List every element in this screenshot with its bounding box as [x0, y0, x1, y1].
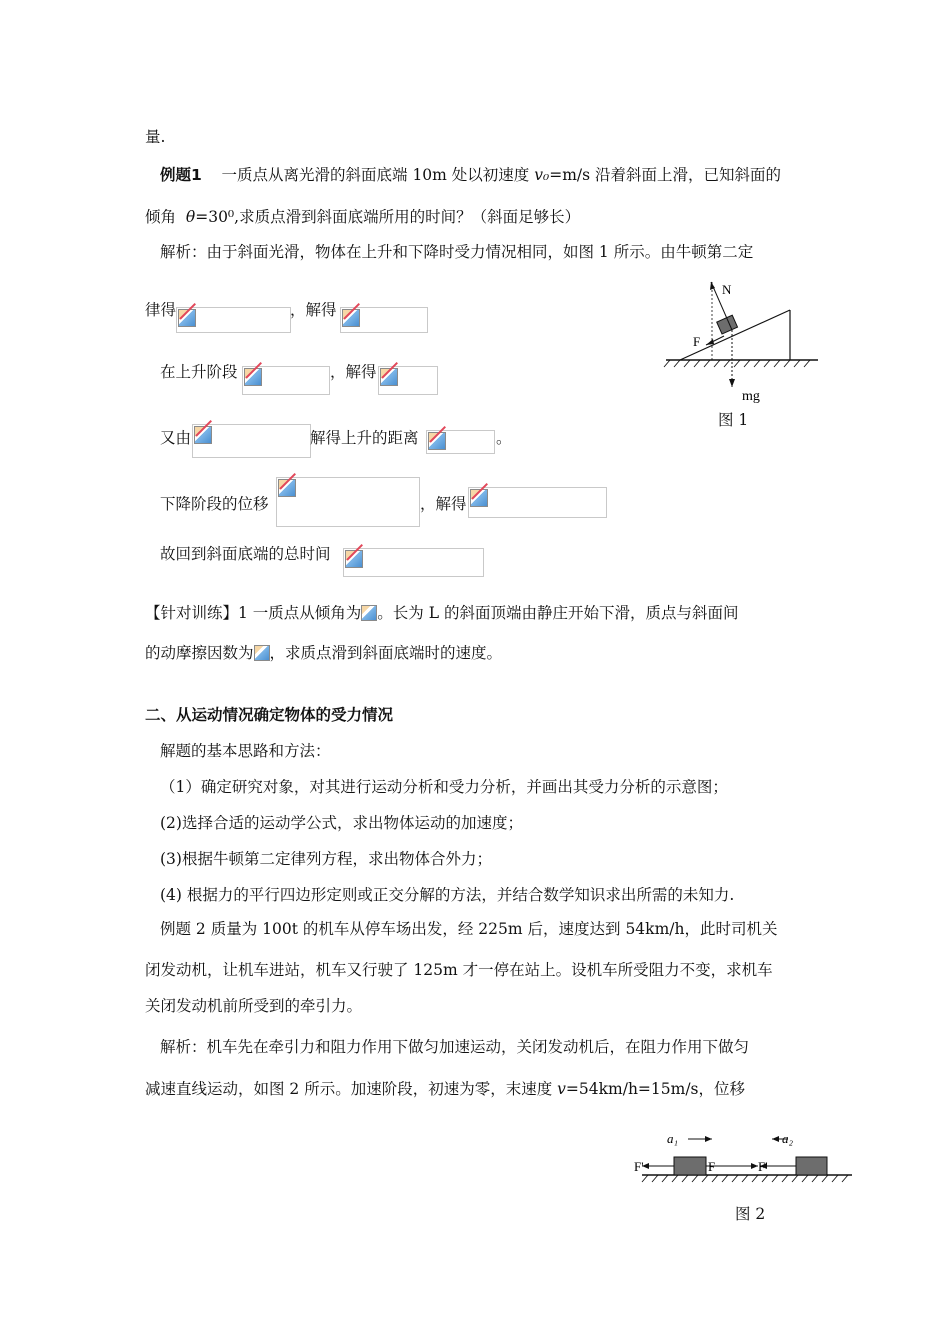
ground-hatching	[664, 360, 810, 367]
step2-text-a: 在上升阶段	[160, 363, 238, 381]
broken-image-icon	[428, 432, 446, 450]
broken-image-icon	[178, 309, 196, 327]
example1-line1	[160, 165, 781, 185]
equation-image-7	[276, 477, 420, 527]
broken-image-icon	[345, 550, 363, 568]
step4-text-b: ，解得	[420, 495, 467, 513]
section-2-intro: 解题的基本思路和方法：	[160, 742, 331, 760]
training-line1	[145, 603, 738, 623]
step5-text-a: 故回到斜面底端的总时间	[160, 545, 331, 563]
method-item-1: （1）确定研究对象，对其进行运动分析和受力分析，并画出其受力分析的示意图；	[160, 778, 728, 796]
equation-image-9	[343, 548, 484, 577]
broken-image-icon	[254, 645, 270, 661]
method-item-2: (2)选择合适的运动学公式，求出物体运动的加速度；	[160, 814, 523, 832]
example1-line2-b: =30⁰,求质点滑到斜面底端所用的时间？（斜面足够长）	[195, 208, 581, 226]
broken-image-icon	[380, 368, 398, 386]
example1-text-a: 一质点从离光滑的斜面底端 10m 处以初速度	[221, 166, 530, 184]
label-Ff-2: F'	[758, 1159, 768, 1174]
locomotive-block-2	[796, 1157, 827, 1175]
example1-line2-a: 倾角	[145, 208, 177, 226]
broken-image-icon	[361, 605, 377, 621]
label-a1: a₁	[667, 1131, 679, 1146]
example2-line2: 闭发动机，让机车进站，机车又行驶了 125m 才一停在站上。设机车所受阻力不变，求机车	[145, 961, 773, 979]
label-mg: mg	[742, 389, 760, 404]
theta-symbol: θ	[185, 208, 196, 226]
training-line2-a: 的动摩擦因数为	[145, 644, 254, 662]
figure-2-caption: 图 2	[735, 1205, 766, 1223]
track-hatching	[642, 1175, 848, 1182]
method-item-4: (4) 根据力的平行四边形定则或正交分解的方法，并结合数学知识求出所需的未知力.	[160, 886, 735, 904]
step2-text-b: ，解得	[330, 363, 377, 381]
broken-image-icon	[244, 368, 262, 386]
step3-text-a: 又由	[160, 429, 192, 447]
step1-text-b: ，解得	[290, 301, 337, 319]
example2-analysis2-a: 减速直线运动，如图 2 所示。加速阶段，初速为零，末速度	[145, 1080, 553, 1098]
broken-image-icon	[278, 479, 296, 497]
example2-analysis1: 解析：机车先在牵引力和阻力作用下做匀加速运动，关闭发动机后，在阻力作用下做匀	[160, 1038, 750, 1056]
step3-text-b: 解得上升的距离	[310, 429, 419, 447]
training-line1-a: 【针对训练】1 一质点从倾角为	[145, 604, 362, 622]
figure-2-locomotive-diagram	[630, 1125, 860, 1195]
label-N: N	[722, 282, 732, 297]
broken-image-icon	[342, 309, 360, 327]
figure-1-caption: 图 1	[718, 411, 749, 429]
v0-symbol: v₀	[534, 166, 550, 184]
label-F: F	[693, 334, 701, 349]
training-line2-b: ，求质点滑到斜面底端时的速度。	[269, 644, 503, 662]
example1-analysis: 解析：由于斜面光滑，物体在上升和下降时受力情况相同，如图 1 所示。由牛顿第二定	[160, 243, 754, 261]
example2-line1: 例题 2 质量为 100t 的机车从停车场出发，经 225m 后，速度达到 54km/h，此时司机关	[160, 920, 778, 938]
step4-text-a: 下降阶段的位移	[160, 495, 269, 513]
broken-image-icon	[194, 426, 212, 444]
section-2-heading: 二、从运动情况确定物体的受力情况	[145, 706, 394, 724]
training-line2	[145, 643, 502, 663]
locomotive-block-1	[674, 1157, 706, 1175]
broken-image-icon	[470, 489, 488, 507]
example2-analysis2-b: =54km/h=15m/s，位移	[565, 1080, 746, 1098]
v-symbol: v	[557, 1080, 566, 1098]
example2-line3: 关闭发动机前所受到的牵引力。	[145, 997, 363, 1015]
step1-text-a: 律得	[145, 301, 177, 319]
method-item-3: (3)根据牛顿第二定律列方程，求出物体合外力；	[160, 850, 492, 868]
label-F: F	[708, 1159, 716, 1174]
example2-analysis2	[145, 1079, 745, 1099]
example1-label: 例题1	[160, 166, 202, 184]
figure-1-incline-diagram	[660, 272, 830, 432]
example1-text-b: =m/s 沿着斜面上滑，已知斜面的	[549, 166, 782, 184]
label-Ff-1: F'	[634, 1159, 644, 1174]
step3-text-c: 。	[496, 429, 512, 447]
continued-text: 量.	[145, 128, 166, 146]
training-line1-b: 。长为 L 的斜面顶端由静庄开始下滑，质点与斜面间	[377, 604, 739, 622]
equation-image-8	[468, 487, 607, 518]
label-a2: a₂	[782, 1131, 794, 1146]
example1-line2	[145, 207, 580, 227]
